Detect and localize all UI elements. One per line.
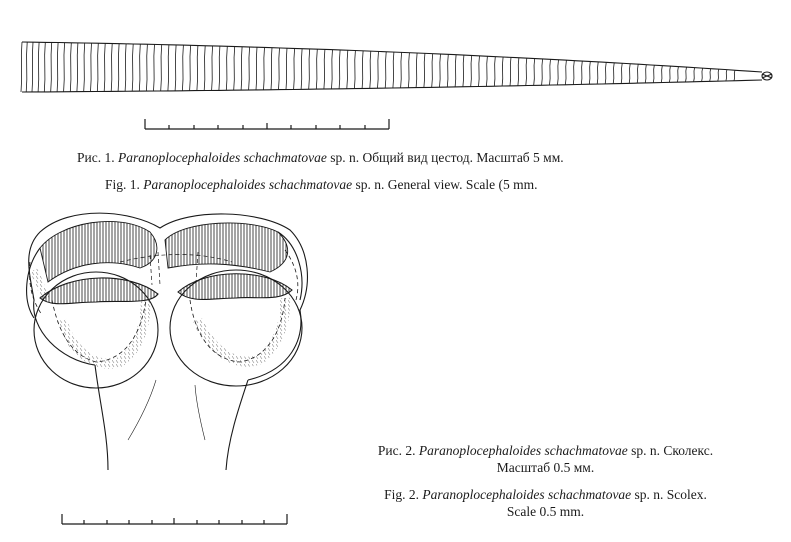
caption-line2: Scale 0.5 mm. [506,504,585,519]
caption-line2: Масштаб 0.5 мм. [496,460,595,475]
species-name: Paranoplocephaloides schachmatovae [422,487,632,502]
caption-rest: sp. n. General view. Scale (5 mm. [352,177,538,192]
scale-bar-fig2 [62,514,287,524]
caption-prefix: Fig. 1. [105,177,140,192]
species-name: Paranoplocephaloides schachmatovae [117,150,327,165]
caption-rest: sp. n. Scolex. [631,487,707,502]
caption-line1 [300,486,791,503]
caption-prefix: Fig. 2. [384,487,419,502]
species-name: Paranoplocephaloides schachmatovae [143,177,353,192]
figure2-caption-en [300,486,791,520]
caption-prefix: Рис. 2. [377,443,416,458]
sucker-back-left [27,221,157,318]
sucker-front-right [170,270,302,386]
caption-line1 [300,442,791,459]
scolex-neck-inner [128,380,205,440]
caption-prefix: Рис. 1. [77,150,115,165]
species-name: Paranoplocephaloides schachmatovae [418,443,628,458]
caption-rest: sp. n. Общий вид цестод. Масштаб 5 мм. [326,150,564,165]
figure2-caption-ru [300,442,791,476]
caption-rest: sp. n. Сколекс. [627,443,714,458]
scolex-neck [95,365,248,470]
